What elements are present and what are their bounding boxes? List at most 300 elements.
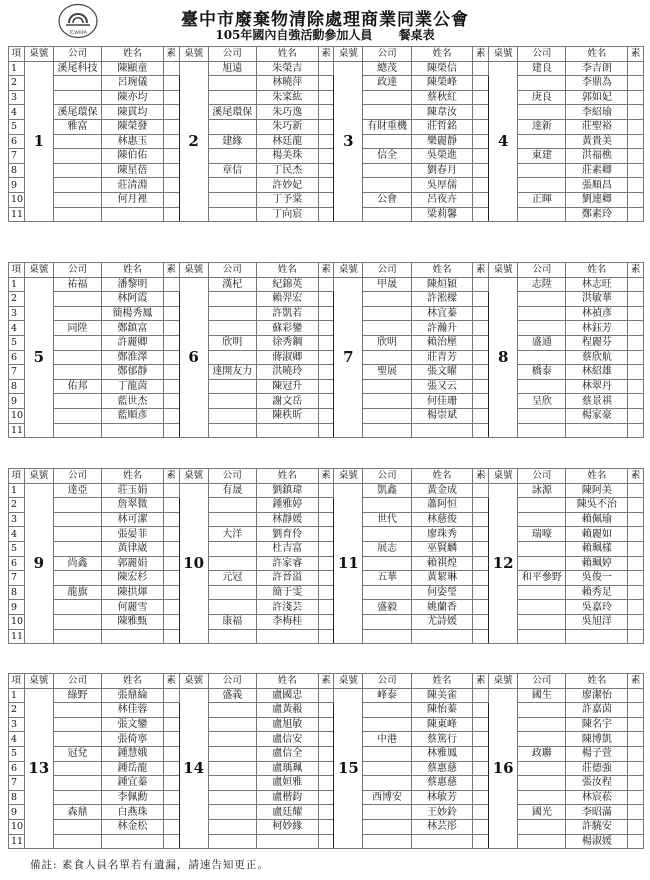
row-index: 5 — [9, 541, 25, 556]
vegetarian-cell — [628, 178, 644, 193]
vegetarian-cell — [473, 90, 489, 105]
vegetarian-cell — [628, 207, 644, 222]
column-header-vegetarian: 素 — [628, 47, 644, 62]
table-row — [9, 614, 644, 629]
company-cell: 佑邦 — [53, 379, 101, 394]
name-cell: 許家睿 — [256, 556, 318, 571]
company-cell — [518, 556, 566, 571]
vegetarian-cell — [628, 134, 644, 149]
vegetarian-cell — [473, 541, 489, 556]
name-cell: 林雅鳳 — [411, 746, 473, 761]
name-cell: 洪敏華 — [566, 292, 628, 307]
column-header-name: 姓名 — [256, 469, 318, 484]
name-cell: 陳吳不治 — [566, 498, 628, 513]
name-cell — [256, 423, 318, 438]
name-cell: 林禎彥 — [566, 306, 628, 321]
table-row — [9, 629, 644, 644]
name-cell: 吳旭洋 — [566, 614, 628, 629]
vegetarian-cell — [628, 776, 644, 791]
table-number: 6 — [179, 277, 208, 438]
name-cell: 楊美珠 — [256, 149, 318, 164]
company-cell — [53, 600, 101, 615]
company-cell: 欣明 — [208, 335, 256, 350]
name-cell: 謝文岳 — [256, 394, 318, 409]
company-cell: 凱鑫 — [363, 483, 411, 498]
company-cell: 中港 — [363, 732, 411, 747]
table-row — [9, 498, 644, 513]
row-index: 5 — [9, 335, 25, 350]
column-header-company: 公司 — [208, 469, 256, 484]
vegetarian-cell — [473, 776, 489, 791]
column-header-name: 姓名 — [102, 469, 164, 484]
vegetarian-cell — [628, 819, 644, 834]
column-header-company: 公司 — [518, 674, 566, 689]
row-index: 11 — [9, 629, 25, 644]
vegetarian-cell — [473, 119, 489, 134]
name-cell: 莊清淵 — [102, 178, 164, 193]
table-row — [9, 277, 644, 292]
row-index: 4 — [9, 105, 25, 120]
company-cell: 展志 — [363, 541, 411, 556]
company-cell: 有財重機 — [363, 119, 411, 134]
name-cell: 樂麗靜 — [411, 134, 473, 149]
name-cell — [411, 629, 473, 644]
vegetarian-cell — [473, 585, 489, 600]
company-cell — [518, 732, 566, 747]
vegetarian-cell — [318, 321, 334, 336]
company-cell: 呈欣 — [518, 394, 566, 409]
row-index: 9 — [9, 600, 25, 615]
vegetarian-cell — [473, 335, 489, 350]
company-cell: 達開友力 — [208, 365, 256, 380]
vegetarian-cell — [318, 717, 334, 732]
name-cell: 蘇彩鑾 — [256, 321, 318, 336]
row-index: 10 — [9, 408, 25, 423]
vegetarian-cell — [163, 629, 179, 644]
row-index: 1 — [9, 61, 25, 76]
name-cell: 林廷龍 — [256, 134, 318, 149]
name-cell: 楊家豪 — [566, 408, 628, 423]
column-header-table: 桌號 — [24, 47, 53, 62]
name-cell: 陳美雀 — [411, 688, 473, 703]
company-cell: 五華 — [363, 571, 411, 586]
vegetarian-cell — [163, 585, 179, 600]
header-row — [9, 47, 644, 62]
column-header-vegetarian: 素 — [473, 674, 489, 689]
company-cell — [208, 149, 256, 164]
vegetarian-cell — [163, 688, 179, 703]
vegetarian-cell — [318, 571, 334, 586]
company-cell — [363, 379, 411, 394]
vegetarian-cell — [163, 306, 179, 321]
name-cell: 盧國忠 — [256, 688, 318, 703]
table-row — [9, 776, 644, 791]
company-cell: 公會 — [363, 192, 411, 207]
vegetarian-cell — [163, 556, 179, 571]
vegetarian-cell — [318, 207, 334, 222]
company-cell — [53, 703, 101, 718]
vegetarian-cell — [473, 805, 489, 820]
row-index: 3 — [9, 306, 25, 321]
seating-block — [8, 468, 644, 644]
vegetarian-cell — [628, 61, 644, 76]
company-cell — [208, 776, 256, 791]
company-cell — [53, 365, 101, 380]
company-cell: 龍旗 — [53, 585, 101, 600]
name-cell: 許凱若 — [256, 306, 318, 321]
table-row — [9, 512, 644, 527]
vegetarian-cell — [628, 761, 644, 776]
company-cell — [363, 350, 411, 365]
name-cell: 蔡篤行 — [411, 732, 473, 747]
table-row — [9, 61, 644, 76]
seating-block — [8, 46, 644, 222]
table-row — [9, 394, 644, 409]
row-index: 2 — [9, 292, 25, 307]
name-cell: 賴治壓 — [411, 335, 473, 350]
name-cell: 張鼎綸 — [102, 688, 164, 703]
column-header-vegetarian: 素 — [163, 469, 179, 484]
name-cell: 許嘉茵 — [566, 703, 628, 718]
row-index: 7 — [9, 365, 25, 380]
company-cell — [518, 178, 566, 193]
column-header-vegetarian: 素 — [473, 263, 489, 278]
column-header-vegetarian: 素 — [473, 47, 489, 62]
vegetarian-cell — [628, 732, 644, 747]
company-cell — [53, 90, 101, 105]
row-index: 4 — [9, 321, 25, 336]
name-cell: 盧信全 — [256, 746, 318, 761]
name-cell: 郭如妃 — [566, 90, 628, 105]
company-cell — [518, 76, 566, 91]
name-cell: 張又云 — [411, 379, 473, 394]
seating-block — [8, 673, 644, 849]
company-cell: 旭遠 — [208, 61, 256, 76]
table-row — [9, 600, 644, 615]
company-cell — [208, 207, 256, 222]
vegetarian-cell — [628, 629, 644, 644]
company-cell — [53, 76, 101, 91]
name-cell: 丁予棠 — [256, 192, 318, 207]
column-header-name: 姓名 — [566, 263, 628, 278]
name-cell: 賴麗如 — [566, 527, 628, 542]
name-cell: 丁民杰 — [256, 163, 318, 178]
vegetarian-cell — [163, 614, 179, 629]
name-cell: 李佩勳 — [102, 790, 164, 805]
name-cell: 林惠玉 — [102, 134, 164, 149]
company-cell — [208, 717, 256, 732]
company-cell: 溪尾環保 — [53, 105, 101, 120]
name-cell: 陳榮峰 — [411, 76, 473, 91]
name-cell: 陳博凱 — [566, 732, 628, 747]
vegetarian-cell — [473, 732, 489, 747]
name-cell: 楊淑媛 — [566, 834, 628, 849]
vegetarian-cell — [628, 76, 644, 91]
name-cell: 盧旭敏 — [256, 717, 318, 732]
vegetarian-cell — [628, 90, 644, 105]
vegetarian-cell — [473, 277, 489, 292]
company-cell: 祐福 — [53, 277, 101, 292]
company-cell — [53, 732, 101, 747]
vegetarian-cell — [628, 585, 644, 600]
column-header-name: 姓名 — [102, 674, 164, 689]
name-cell — [102, 834, 164, 849]
company-cell — [53, 163, 101, 178]
company-cell — [518, 408, 566, 423]
name-cell: 陳名宇 — [566, 717, 628, 732]
company-cell: 峰泰 — [363, 688, 411, 703]
name-cell: 許驍安 — [566, 819, 628, 834]
company-cell: 建良 — [518, 61, 566, 76]
column-header-index: 項 — [9, 674, 25, 689]
company-cell: 詠源 — [518, 483, 566, 498]
table-row — [9, 717, 644, 732]
company-cell — [53, 498, 101, 513]
vegetarian-cell — [163, 321, 179, 336]
vegetarian-cell — [318, 192, 334, 207]
vegetarian-cell — [628, 512, 644, 527]
name-cell: 程麗芬 — [566, 335, 628, 350]
company-cell — [363, 207, 411, 222]
company-cell — [518, 761, 566, 776]
row-index: 11 — [9, 423, 25, 438]
company-cell — [208, 76, 256, 91]
company-cell: 冠兌 — [53, 746, 101, 761]
name-cell: 陳雅甄 — [102, 614, 164, 629]
company-cell — [208, 119, 256, 134]
column-header-company: 公司 — [363, 263, 411, 278]
table-number: 14 — [179, 688, 208, 849]
name-cell — [411, 834, 473, 849]
vegetarian-cell — [163, 541, 179, 556]
column-header-vegetarian: 素 — [318, 47, 334, 62]
header-row — [9, 469, 644, 484]
name-cell: 林靜媛 — [256, 512, 318, 527]
name-cell: 林阿霞 — [102, 292, 164, 307]
name-cell: 簡于雯 — [256, 585, 318, 600]
company-cell — [518, 585, 566, 600]
column-header-name: 姓名 — [102, 263, 164, 278]
name-cell: 蔣淑卿 — [256, 350, 318, 365]
company-cell: 國光 — [518, 805, 566, 820]
column-header-name: 姓名 — [566, 674, 628, 689]
vegetarian-cell — [318, 483, 334, 498]
company-cell — [363, 819, 411, 834]
name-cell — [256, 629, 318, 644]
table-row — [9, 483, 644, 498]
company-cell — [363, 306, 411, 321]
vegetarian-cell — [318, 834, 334, 849]
name-cell: 陳秩昕 — [256, 408, 318, 423]
vegetarian-cell — [473, 408, 489, 423]
name-cell: 許妙妃 — [256, 178, 318, 193]
vegetarian-cell — [163, 498, 179, 513]
company-cell — [53, 192, 101, 207]
vegetarian-cell — [473, 178, 489, 193]
name-cell: 陳星蓓 — [102, 163, 164, 178]
vegetarian-cell — [318, 761, 334, 776]
name-cell — [102, 423, 164, 438]
row-index: 3 — [9, 717, 25, 732]
column-header-name: 姓名 — [566, 469, 628, 484]
name-cell — [411, 423, 473, 438]
company-cell — [208, 512, 256, 527]
column-header-name: 姓名 — [411, 263, 473, 278]
company-cell — [363, 423, 411, 438]
row-index: 7 — [9, 776, 25, 791]
row-index: 1 — [9, 688, 25, 703]
table-row — [9, 149, 644, 164]
company-cell — [53, 149, 101, 164]
company-cell: 元冠 — [208, 571, 256, 586]
name-cell: 盧信安 — [256, 732, 318, 747]
name-cell: 洪福樵 — [566, 149, 628, 164]
vegetarian-cell — [473, 527, 489, 542]
vegetarian-cell — [473, 163, 489, 178]
company-cell — [53, 717, 101, 732]
company-cell: 政達 — [363, 76, 411, 91]
company-cell — [53, 335, 101, 350]
name-cell: 吳俊一 — [566, 571, 628, 586]
vegetarian-cell — [318, 703, 334, 718]
column-header-table: 桌號 — [489, 469, 518, 484]
company-cell — [53, 541, 101, 556]
name-cell: 劉鎮瑋 — [256, 483, 318, 498]
vegetarian-cell — [318, 178, 334, 193]
row-index: 7 — [9, 571, 25, 586]
table-number: 9 — [24, 483, 53, 644]
vegetarian-cell — [473, 423, 489, 438]
row-index: 6 — [9, 350, 25, 365]
vegetarian-cell — [318, 819, 334, 834]
name-cell: 朱寀紘 — [256, 90, 318, 105]
name-cell: 劉春月 — [411, 163, 473, 178]
company-cell — [518, 834, 566, 849]
company-cell: 森鼎 — [53, 805, 101, 820]
company-cell — [208, 178, 256, 193]
name-cell: 張汝程 — [566, 776, 628, 791]
vegetarian-cell — [473, 207, 489, 222]
company-cell — [363, 292, 411, 307]
name-cell: 賴羿宏 — [256, 292, 318, 307]
column-header-name: 姓名 — [411, 47, 473, 62]
company-cell — [518, 717, 566, 732]
table-row — [9, 379, 644, 394]
column-header-table: 桌號 — [489, 47, 518, 62]
table-row — [9, 703, 644, 718]
company-cell: 世代 — [363, 512, 411, 527]
name-cell: 莊素卿 — [566, 163, 628, 178]
company-cell — [53, 761, 101, 776]
name-cell: 盧黃赧 — [256, 703, 318, 718]
name-cell: 李吉朗 — [566, 61, 628, 76]
company-cell — [363, 585, 411, 600]
name-cell: 陳拱煇 — [102, 585, 164, 600]
name-cell: 莊玉娟 — [102, 483, 164, 498]
row-index: 1 — [9, 483, 25, 498]
name-cell: 陳冠升 — [256, 379, 318, 394]
column-header-table: 桌號 — [179, 47, 208, 62]
table-row — [9, 192, 644, 207]
name-cell: 詹翠微 — [102, 498, 164, 513]
company-cell — [518, 776, 566, 791]
name-cell: 盧楷鈞 — [256, 790, 318, 805]
table-row — [9, 365, 644, 380]
vegetarian-cell — [473, 483, 489, 498]
row-index: 2 — [9, 703, 25, 718]
row-index: 6 — [9, 134, 25, 149]
table-number: 12 — [489, 483, 518, 644]
vegetarian-cell — [318, 105, 334, 120]
name-cell: 黃律崴 — [102, 541, 164, 556]
company-cell — [208, 541, 256, 556]
vegetarian-cell — [628, 163, 644, 178]
vegetarian-cell — [473, 149, 489, 164]
column-header-table: 桌號 — [489, 263, 518, 278]
company-cell — [53, 512, 101, 527]
vegetarian-cell — [628, 292, 644, 307]
table-number: 1 — [24, 61, 53, 222]
column-header-name: 姓名 — [566, 47, 628, 62]
vegetarian-cell — [473, 717, 489, 732]
vegetarian-cell — [473, 746, 489, 761]
name-cell: 鄭素玲 — [566, 207, 628, 222]
vegetarian-cell — [628, 556, 644, 571]
company-cell: 盛毅 — [363, 600, 411, 615]
vegetarian-cell — [318, 805, 334, 820]
company-cell — [208, 292, 256, 307]
company-cell — [208, 306, 256, 321]
name-cell: 陳韋汝 — [411, 105, 473, 120]
vegetarian-cell — [163, 732, 179, 747]
vegetarian-cell — [318, 76, 334, 91]
name-cell: 簡楊秀鳳 — [102, 306, 164, 321]
company-cell — [208, 379, 256, 394]
company-cell — [518, 541, 566, 556]
company-cell — [53, 527, 101, 542]
company-cell — [53, 207, 101, 222]
vegetarian-cell — [318, 585, 334, 600]
column-header-company: 公司 — [363, 47, 411, 62]
name-cell: 姚蘭香 — [411, 600, 473, 615]
table-row — [9, 746, 644, 761]
table-row — [9, 90, 644, 105]
name-cell: 莊聖裕 — [566, 119, 628, 134]
company-cell — [363, 629, 411, 644]
column-header-company: 公司 — [208, 47, 256, 62]
table-row — [9, 805, 644, 820]
vegetarian-cell — [628, 394, 644, 409]
row-index: 8 — [9, 790, 25, 805]
company-cell: 建緣 — [208, 134, 256, 149]
vegetarian-cell — [318, 600, 334, 615]
table-row — [9, 761, 644, 776]
name-cell: 蔡惠慈 — [411, 776, 473, 791]
vegetarian-cell — [318, 394, 334, 409]
name-cell: 張倚寧 — [102, 732, 164, 747]
name-cell — [566, 629, 628, 644]
company-cell — [208, 556, 256, 571]
company-cell — [208, 805, 256, 820]
column-header-vegetarian: 素 — [163, 263, 179, 278]
table-number: 13 — [24, 688, 53, 849]
table-number: 8 — [489, 277, 518, 438]
table-number: 16 — [489, 688, 518, 849]
company-cell — [518, 498, 566, 513]
name-cell: 莊德強 — [566, 761, 628, 776]
vegetarian-cell — [163, 119, 179, 134]
company-cell — [208, 192, 256, 207]
